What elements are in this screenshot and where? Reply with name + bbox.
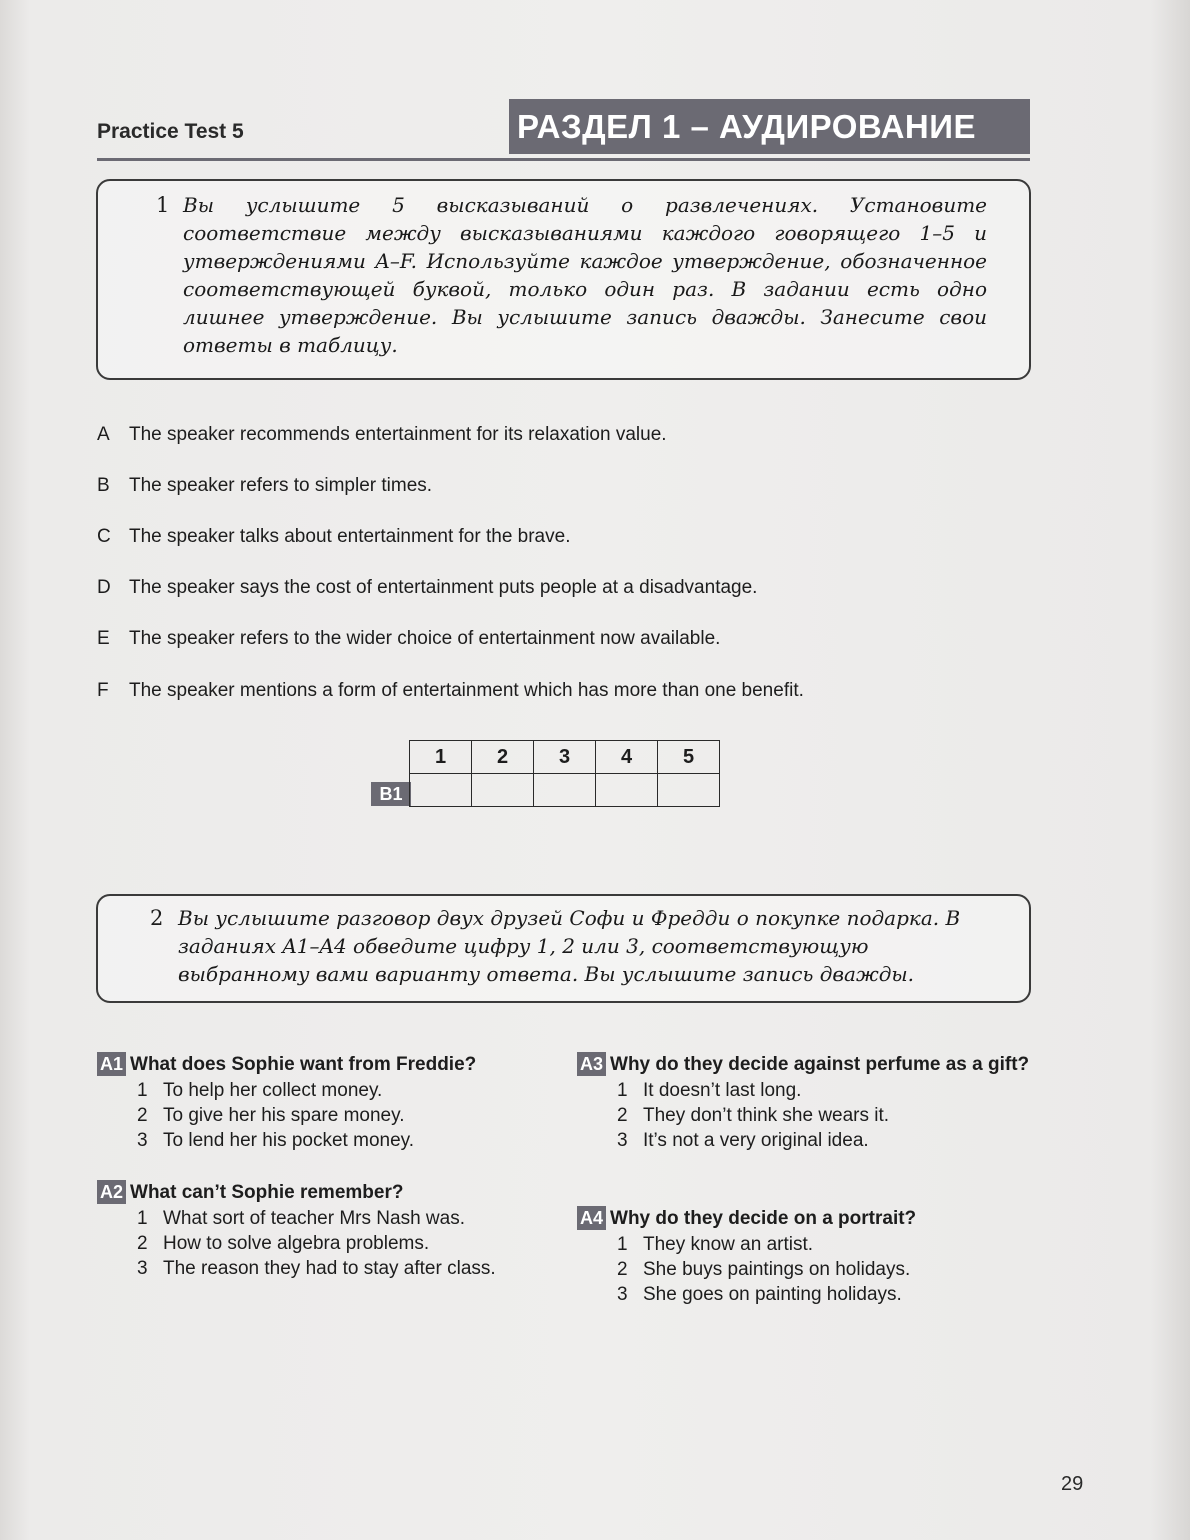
answer-grid [409, 740, 720, 807]
question-title: What can’t Sophie remember? [130, 1182, 404, 1203]
task2-number: 2 [150, 906, 164, 930]
task1-number: 1 [156, 193, 170, 217]
option[interactable]: 3 To lend her his pocket money. [137, 1130, 415, 1151]
question-a2 [97, 1180, 567, 1281]
question-a3 [577, 1052, 1037, 1153]
question-title: Why do they decide on a portrait? [610, 1208, 917, 1229]
option[interactable]: 2 They don’t think she wears it. [617, 1105, 890, 1126]
statement-text: The speaker says the cost of entertainment puts people at a disadvantage. [129, 577, 758, 598]
page-number: 29 [1061, 1473, 1084, 1495]
statement-letter: B [97, 475, 110, 496]
statement-d [97, 577, 757, 599]
statement-text: The speaker refers to simpler times. [129, 475, 433, 496]
statement-letter: A [97, 424, 110, 445]
b1-label: B1 [371, 782, 411, 806]
statement-text: The speaker mentions a form of entertainment which has more than one benefit. [129, 680, 804, 701]
statement-f [97, 680, 804, 702]
option[interactable]: 2 She buys paintings on holidays. [617, 1259, 911, 1280]
task2-instruction-text: Вы услышите разговор двух друзей Софи и Фредди о покупке подарка. В заданиях A1–A4 обведите цифру 1, 2 или 3, соответствующую выбранному вами варианту ответа. Вы услышите запись дважды. [178, 906, 961, 986]
statement-letter: D [97, 577, 111, 598]
option[interactable]: 3 It’s not a very original idea. [617, 1130, 869, 1151]
grid-column-2: 2 [472, 741, 534, 774]
header-divider [97, 158, 1030, 161]
option[interactable]: 3 The reason they had to stay after class. [137, 1258, 496, 1279]
grid-column-3: 3 [534, 741, 596, 774]
question-a4 [577, 1206, 1037, 1307]
grid-column-4: 4 [596, 741, 658, 774]
grid-answer-cell-1[interactable] [410, 774, 472, 807]
option[interactable]: 2 To give her his spare money. [137, 1105, 405, 1126]
option[interactable]: 2 How to solve algebra problems. [137, 1233, 430, 1254]
option[interactable]: 3 She goes on painting holidays. [617, 1284, 902, 1305]
grid-answer-cell-5[interactable] [658, 774, 720, 807]
grid-column-5: 5 [658, 741, 720, 774]
question-title: Why do they decide against perfume as a gift? [610, 1054, 1030, 1075]
statement-letter: E [97, 628, 110, 649]
question-label: A4 [577, 1206, 606, 1230]
statement-letter: C [97, 526, 111, 547]
task1-instruction-text: Вы услышите 5 высказываний о развлечениях. Установите соответствие между высказываниями каждого говорящего 1–5 и утверждениями A–F. Используйте каждое утверждение, обозначенное соответствующей буквой, только один раз. В задании есть одно лишнее утверждение. Вы услышите запись дважды. Занесите свои ответы в таблицу. [183, 193, 987, 357]
task1-instruction-box [96, 179, 1031, 380]
option[interactable]: 1 To help her collect money. [137, 1080, 383, 1101]
question-label: A1 [97, 1052, 126, 1076]
answer-grid-header-row [410, 741, 720, 774]
statement-c [97, 526, 570, 548]
option[interactable]: 1 What sort of teacher Mrs Nash was. [137, 1208, 465, 1229]
practice-test-title: Practice Test 5 [97, 120, 244, 143]
question-label: A2 [97, 1180, 126, 1204]
question-a1 [97, 1052, 567, 1153]
section-banner: РАЗДЕЛ 1 – АУДИРОВАНИЕ [509, 99, 1030, 154]
statement-a [97, 424, 667, 446]
statement-text: The speaker recommends entertainment for its relaxation value. [129, 424, 667, 445]
grid-answer-cell-4[interactable] [596, 774, 658, 807]
answer-grid-input-row [410, 774, 720, 807]
statement-text: The speaker talks about entertainment for the brave. [129, 526, 571, 547]
statement-text: The speaker refers to the wider choice of entertainment now available. [129, 628, 721, 649]
task2-instruction-box [96, 894, 1031, 1003]
question-title: What does Sophie want from Freddie? [130, 1054, 477, 1075]
option[interactable]: 1 It doesn’t last long. [617, 1080, 802, 1101]
grid-answer-cell-2[interactable] [472, 774, 534, 807]
grid-column-1: 1 [410, 741, 472, 774]
question-label: A3 [577, 1052, 606, 1076]
grid-answer-cell-3[interactable] [534, 774, 596, 807]
option[interactable]: 1 They know an artist. [617, 1234, 814, 1255]
statement-b [97, 475, 432, 497]
statement-e [97, 628, 720, 650]
statement-letter: F [97, 680, 109, 701]
